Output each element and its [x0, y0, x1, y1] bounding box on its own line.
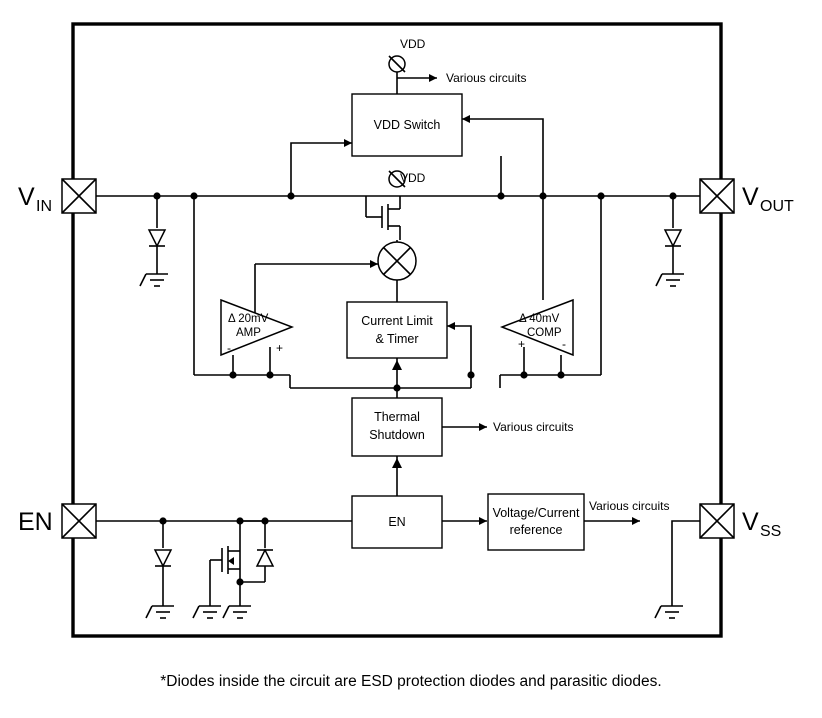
block-vdd-switch-label: VDD Switch: [373, 118, 441, 132]
junction-rail-amp: [190, 192, 197, 199]
arrow-climit-up-from-thermal: [392, 360, 402, 370]
arrow-ref-various: [632, 517, 640, 525]
block-thermal-shutdown: [352, 398, 442, 456]
amp-minus-label: -: [227, 341, 231, 355]
pin-vin-sublabel: IN: [36, 198, 52, 215]
pin-en-label: EN: [18, 508, 53, 536]
comp-plus-label: +: [518, 337, 526, 351]
esd-diode-vin: [140, 192, 168, 286]
en-parasitic-diode: [236, 517, 273, 585]
ground-vss: [655, 606, 683, 618]
pin-vss-sublabel: SS: [760, 523, 782, 540]
junction-rail-vddsw: [287, 192, 294, 199]
block-thermal-label-2: Shutdown: [369, 428, 425, 442]
pin-vin-label: V: [18, 183, 35, 211]
comp-name-label: COMP: [527, 327, 562, 339]
block-current-limit-label-1: Current Limit: [361, 314, 433, 328]
arrow-mult-in: [370, 260, 378, 268]
footnote-text: *Diodes inside the circuit are ESD protection diodes and parasitic diodes.: [160, 673, 662, 690]
pin-vss-label: V: [742, 508, 759, 536]
junction-comp-bus-mid: [467, 371, 474, 378]
block-reference-label-2: reference: [509, 523, 563, 537]
amp-plus-label: +: [276, 341, 284, 355]
block-thermal-label-1: Thermal: [374, 410, 420, 424]
wire-vss-gnd: [672, 521, 700, 606]
junction-rail-vddsw-bottom: [497, 192, 504, 199]
arrow-vdd-various: [429, 74, 437, 82]
pass-transistor: [366, 196, 400, 240]
vdd-top-terminal: [389, 56, 405, 96]
block-current-limit-label-2: & Timer: [375, 332, 419, 346]
amp-name-label: AMP: [236, 327, 261, 339]
arrow-vddsw-right-in: [462, 115, 470, 123]
block-reference: [488, 494, 584, 550]
block-current-limit: [347, 302, 447, 358]
wire-vddsw-left: [291, 143, 352, 196]
pin-en: [62, 504, 96, 538]
block-en-label: EN: [388, 515, 406, 529]
junction-bus-climit: [393, 384, 400, 391]
various-circuits-top-label: Various circuits: [446, 71, 527, 85]
various-circuits-thermal-label: Various circuits: [493, 420, 574, 434]
pin-vss: [700, 504, 734, 538]
amp-offset-label: Δ 20mV: [228, 313, 269, 325]
comp-minus-label: -: [562, 337, 566, 351]
vdd-mid-label: VDD: [400, 171, 426, 185]
arrow-thermal-up: [392, 458, 402, 468]
wire-comp-to-climit: [447, 326, 471, 388]
vdd-top-label: VDD: [400, 37, 426, 51]
junction-rail-comp: [597, 192, 604, 199]
pin-vout-label: V: [742, 183, 759, 211]
esd-diode-en: [146, 517, 174, 618]
arrow-climit-right-in: [447, 322, 455, 330]
pin-vin: [62, 179, 96, 213]
various-circuits-ref-label: Various circuits: [589, 499, 670, 513]
arrow-vddsw-left-in: [344, 139, 352, 147]
pin-vout: [700, 179, 734, 213]
pin-vout-sublabel: OUT: [760, 198, 794, 215]
arrow-en-ref: [479, 517, 487, 525]
en-pulldown-transistor: [193, 517, 251, 618]
comp-offset-label: Δ 40mV: [519, 313, 560, 325]
block-reference-label-1: Voltage/Current: [492, 506, 580, 520]
current-sense-multiplier: [378, 240, 416, 302]
arrow-thermal-various: [479, 423, 487, 431]
esd-diode-vout: [656, 192, 684, 286]
wire-vddsw-right: [462, 119, 543, 196]
